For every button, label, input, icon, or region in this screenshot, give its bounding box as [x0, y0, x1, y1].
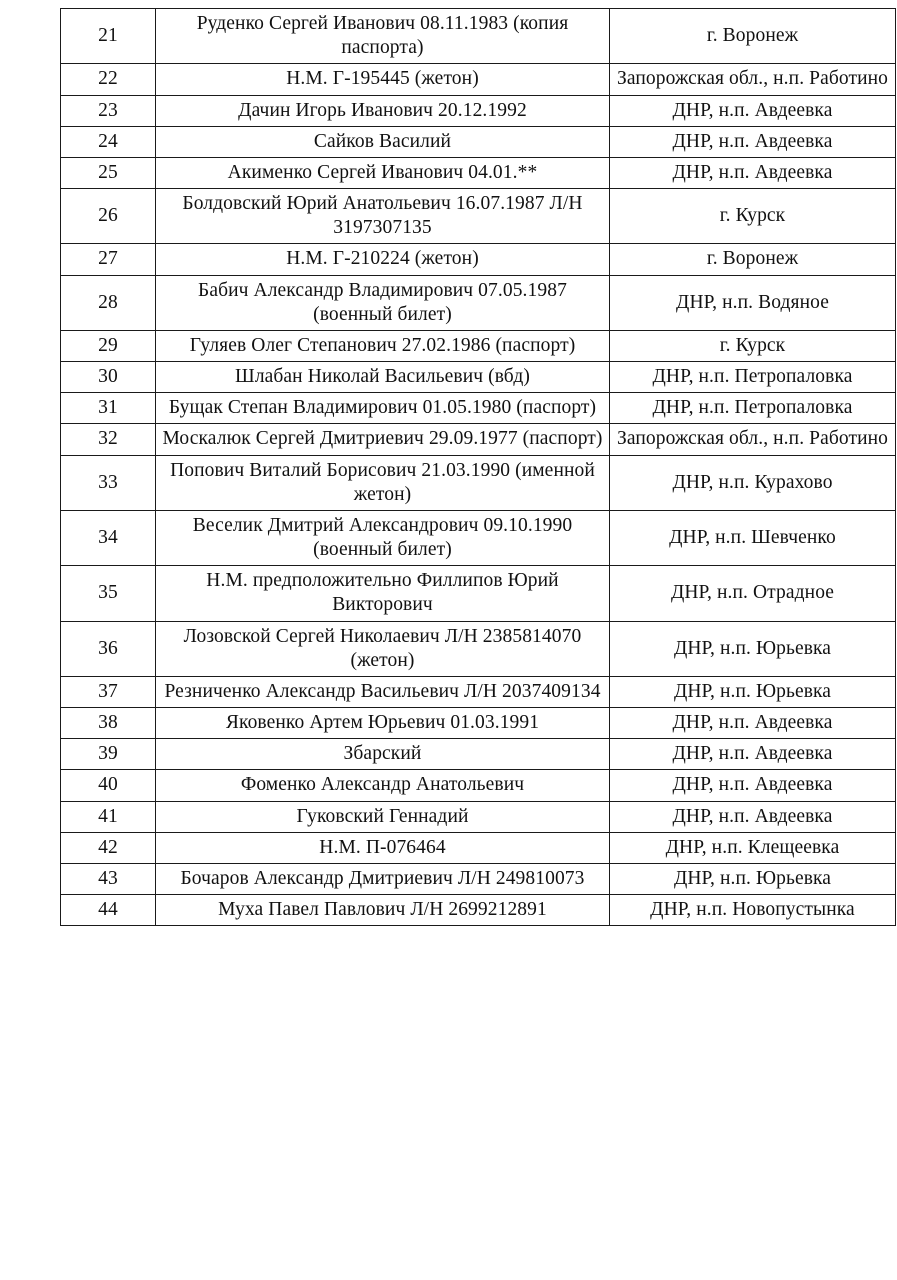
cell-name: Сайков Василий	[156, 126, 610, 157]
cell-place: г. Курск	[610, 330, 896, 361]
cell-number: 34	[61, 510, 156, 565]
cell-name: Болдовский Юрий Анатольевич 16.07.1987 Л/Н 3197307135	[156, 189, 610, 244]
table-row	[61, 275, 896, 330]
cell-number: 21	[61, 9, 156, 64]
cell-place: Запорожская обл., н.п. Работино	[610, 64, 896, 95]
cell-number: 38	[61, 708, 156, 739]
cell-name: Н.М. Г-195445 (жетон)	[156, 64, 610, 95]
cell-number: 40	[61, 770, 156, 801]
table-row	[61, 330, 896, 361]
cell-place: ДНР, н.п. Отрадное	[610, 566, 896, 621]
table-row	[61, 244, 896, 275]
cell-name: Веселик Дмитрий Александрович 09.10.1990 (военный билет)	[156, 510, 610, 565]
table-row	[61, 770, 896, 801]
cell-number: 23	[61, 95, 156, 126]
cell-number: 44	[61, 895, 156, 926]
cell-place: ДНР, н.п. Юрьевка	[610, 676, 896, 707]
cell-name: Яковенко Артем Юрьевич 01.03.1991	[156, 708, 610, 739]
cell-name: Дачин Игорь Иванович 20.12.1992	[156, 95, 610, 126]
table-row	[61, 676, 896, 707]
table-row	[61, 455, 896, 510]
cell-number: 30	[61, 362, 156, 393]
cell-place: г. Воронеж	[610, 9, 896, 64]
cell-number: 37	[61, 676, 156, 707]
cell-place: ДНР, н.п. Новопустынка	[610, 895, 896, 926]
cell-number: 22	[61, 64, 156, 95]
table-row	[61, 832, 896, 863]
cell-place: ДНР, н.п. Авдеевка	[610, 157, 896, 188]
cell-number: 33	[61, 455, 156, 510]
cell-place: ДНР, н.п. Курахово	[610, 455, 896, 510]
table-row	[61, 424, 896, 455]
cell-number: 32	[61, 424, 156, 455]
cell-name: Москалюк Сергей Дмитриевич 29.09.1977 (паспорт)	[156, 424, 610, 455]
cell-place: ДНР, н.п. Клещеевка	[610, 832, 896, 863]
table-row	[61, 739, 896, 770]
cell-place: ДНР, н.п. Петропаловка	[610, 393, 896, 424]
cell-number: 27	[61, 244, 156, 275]
cell-name: Попович Виталий Борисович 21.03.1990 (именной жетон)	[156, 455, 610, 510]
cell-place: ДНР, н.п. Авдеевка	[610, 801, 896, 832]
cell-place: ДНР, н.п. Авдеевка	[610, 95, 896, 126]
cell-place: ДНР, н.п. Петропаловка	[610, 362, 896, 393]
cell-place: г. Курск	[610, 189, 896, 244]
cell-place: ДНР, н.п. Водяное	[610, 275, 896, 330]
table-row	[61, 895, 896, 926]
cell-name: Бущак Степан Владимирович 01.05.1980 (паспорт)	[156, 393, 610, 424]
cell-number: 26	[61, 189, 156, 244]
table-row	[61, 708, 896, 739]
cell-number: 41	[61, 801, 156, 832]
table-row	[61, 189, 896, 244]
cell-number: 36	[61, 621, 156, 676]
cell-name: Акименко Сергей Иванович 04.01.**	[156, 157, 610, 188]
cell-name: Н.М. предположительно Филлипов Юрий Викторович	[156, 566, 610, 621]
cell-name: Лозовской Сергей Николаевич Л/Н 2385814070 (жетон)	[156, 621, 610, 676]
cell-number: 31	[61, 393, 156, 424]
cell-place: ДНР, н.п. Авдеевка	[610, 739, 896, 770]
cell-name: Резниченко Александр Васильевич Л/Н 2037409134	[156, 676, 610, 707]
cell-place: ДНР, н.п. Авдеевка	[610, 126, 896, 157]
table-row	[61, 510, 896, 565]
cell-number: 24	[61, 126, 156, 157]
table-row	[61, 9, 896, 64]
cell-place: ДНР, н.п. Юрьевка	[610, 863, 896, 894]
cell-name: Фоменко Александр Анатольевич	[156, 770, 610, 801]
table-row	[61, 362, 896, 393]
cell-name: Руденко Сергей Иванович 08.11.1983 (копия паспорта)	[156, 9, 610, 64]
cell-number: 25	[61, 157, 156, 188]
cell-name: Гуляев Олег Степанович 27.02.1986 (паспорт)	[156, 330, 610, 361]
cell-name: Шлабан Николай Васильевич (вбд)	[156, 362, 610, 393]
cell-place: ДНР, н.п. Авдеевка	[610, 708, 896, 739]
cell-place: г. Воронеж	[610, 244, 896, 275]
cell-place: ДНР, н.п. Авдеевка	[610, 770, 896, 801]
cell-place: ДНР, н.п. Шевченко	[610, 510, 896, 565]
cell-name: Гуковский Геннадий	[156, 801, 610, 832]
cell-place: Запорожская обл., н.п. Работино	[610, 424, 896, 455]
cell-number: 35	[61, 566, 156, 621]
cell-name: Бабич Александр Владимирович 07.05.1987 (военный билет)	[156, 275, 610, 330]
cell-number: 42	[61, 832, 156, 863]
table-row	[61, 621, 896, 676]
cell-place: ДНР, н.п. Юрьевка	[610, 621, 896, 676]
table-body	[61, 9, 896, 926]
cell-name: Муха Павел Павлович Л/Н 2699212891	[156, 895, 610, 926]
table-row	[61, 863, 896, 894]
records-table	[60, 8, 896, 926]
table-row	[61, 157, 896, 188]
cell-number: 28	[61, 275, 156, 330]
cell-name: Бочаров Александр Дмитриевич Л/Н 249810073	[156, 863, 610, 894]
table-row	[61, 801, 896, 832]
table-row	[61, 126, 896, 157]
cell-name: Н.М. П-076464	[156, 832, 610, 863]
cell-number: 39	[61, 739, 156, 770]
cell-number: 29	[61, 330, 156, 361]
table-row	[61, 95, 896, 126]
cell-name: Н.М. Г-210224 (жетон)	[156, 244, 610, 275]
table-row	[61, 566, 896, 621]
cell-name: Збарский	[156, 739, 610, 770]
table-row	[61, 64, 896, 95]
cell-number: 43	[61, 863, 156, 894]
table-row	[61, 393, 896, 424]
